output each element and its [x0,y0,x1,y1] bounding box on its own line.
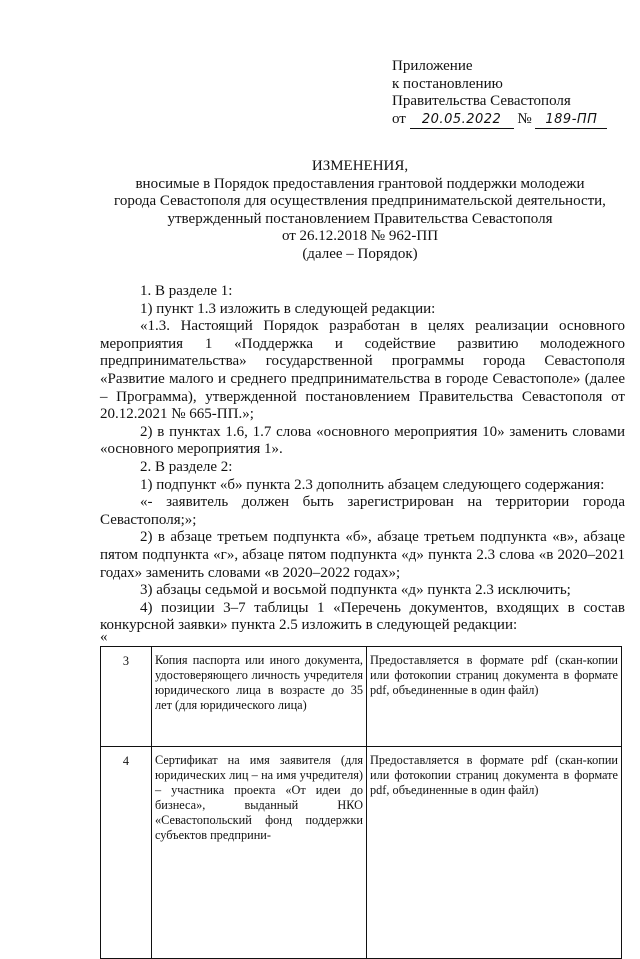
paragraph-quote-applicant: «- заявитель должен быть зарегистрирован на территории города Севастополя;»; [100,494,625,528]
paragraph-section-2: 2. В разделе 2: [140,458,233,475]
date-value: 20.05.2022 [410,111,514,130]
title-line-3: города Севастополя для осуществления предпринимательской деятельности, [114,193,606,210]
document-title [90,158,630,264]
title-line-4: утвержденный постановлением Правительства Севастополя [167,210,553,227]
paragraph-item-2-3: 3) абзацы седьмой и восьмой подпункта «д» пункта 2.3 исключить; [140,582,571,599]
table-row [101,647,622,747]
document-body [100,283,625,635]
table-cell-number: 4 [101,747,152,959]
date-prefix: от [392,110,406,127]
paragraph-item-2-4: 4) позиции 3–7 таблицы 1 «Перечень документов, входящих в состав конкурсной заявки» пункта 2.5 изложить в следующей редакции: [100,599,625,634]
table-row [101,747,622,959]
title-line-5: от 26.12.2018 № 962-ПП [281,228,439,245]
paragraph-item-2-1: 1) подпункт «б» пункта 2.3 дополнить абзацем следующего содержания: [140,476,605,493]
appendix-date-line [392,111,607,130]
paragraph-item-2-2: 2) в абзаце третьем подпункта «б», абзаце третьем подпункта «в», абзаце пятом подпункта «г», абзаце пятом подпункта «д» пункта 2.3 слова «в 2020–2021 годах» заменить словами «в 2020–2022 годах»; [100,529,625,581]
table-cell-document: Сертификат на имя заявителя (для юридических лиц – на имя учредителя) – участника проекта «От идеи до бизнеса», выданный НКО «Севастопольский фонд поддержки субъектов предприни- [152,747,367,959]
paragraph-item-1-1: 1) пункт 1.3 изложить в следующей редакции: [140,300,436,317]
table-cell-document: Копия паспорта или иного документа, удостоверяющего личность учредителя юридического лица в возрасте до 35 лет (для юридического лица) [152,647,367,747]
documents-table [100,646,622,959]
paragraph-quote-1-3: «1.3. Настоящий Порядок разработан в целях реализации основного мероприятия 1 «Поддержка и содействие развитию молодежного предпринимательства» государственной программы города Севастополя «Развитие малого и среднего предпринимательства в городе Севастополе» (далее – Программа), утвержденной постановлением Правительства Севастополя от 20.12.2021 № 665-ПП.»; [100,318,625,423]
paragraph-item-1-2: 2) в пунктах 1.6, 1.7 слова «основного мероприятия 10» заменить словами «основного мероприятия 1». [100,423,625,458]
appendix-line-1: Приложение [392,58,473,74]
opening-quote-mark: « [100,629,108,645]
title-line-2: вносимые в Порядок предоставления грантовой поддержки молодежи [135,175,585,192]
table-cell-number: 3 [101,647,152,747]
number-prefix: № [517,110,532,127]
paragraph-section-1: 1. В разделе 1: [140,283,233,299]
appendix-header [392,58,607,129]
table-cell-note: Предоставляется в формате pdf (скан-копии или фотокопии страниц документа в формате pdf, объединенные в один файл) [367,647,622,747]
number-value: 189-ПП [535,111,607,130]
title-heading: ИЗМЕНЕНИЯ, [311,158,409,174]
appendix-line-3: Правительства Севастополя [392,93,571,109]
title-line-6: (далее – Порядок) [302,245,418,262]
table-cell-note: Предоставляется в формате pdf (скан-копии или фотокопии страниц документа в формате pdf, объединенные в один файл) [367,747,622,959]
appendix-line-2: к постановлению [392,75,503,92]
